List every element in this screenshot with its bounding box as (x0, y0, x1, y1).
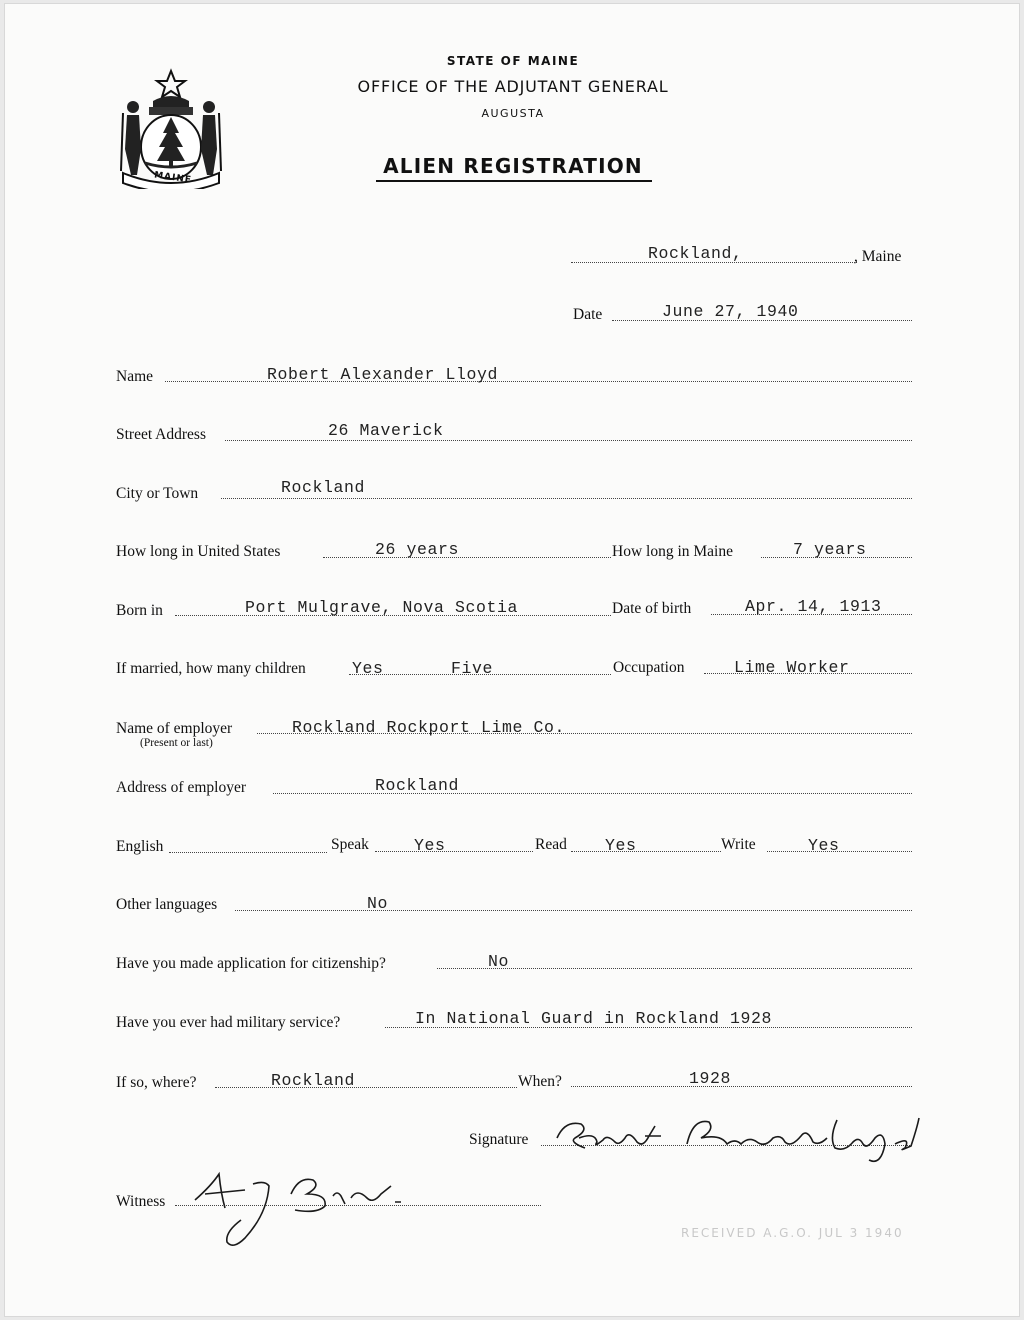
born-in-label: Born in (116, 602, 163, 619)
city-label: City or Town (116, 485, 199, 502)
how-long-us-label: How long in United States (116, 543, 281, 560)
where-line (215, 1087, 517, 1088)
write-label: Write (721, 836, 756, 853)
where-label: If so, where? (116, 1074, 197, 1091)
read-value: Yes (605, 836, 637, 855)
city-line (221, 498, 912, 499)
other-languages-value: No (367, 894, 389, 913)
when-label: When? (518, 1073, 562, 1090)
where-value: Rockland (271, 1071, 356, 1090)
employer-address-label: Address of employer (116, 779, 246, 796)
employer-address-value: Rockland (375, 776, 460, 795)
born-in-value: Port Mulgrave, Nova Scotia (245, 598, 519, 617)
signature-label: Signature (469, 1131, 529, 1148)
citizenship-value: No (488, 952, 510, 971)
street-address-value: 26 Maverick (328, 421, 444, 440)
employer-name-label: Name of employer (116, 720, 233, 737)
location-value: Rockland, (648, 244, 743, 263)
date-of-birth-value: Apr. 14, 1913 (745, 597, 882, 616)
form-title: ALIEN REGISTRATION (383, 154, 643, 178)
military-service-label: Have you ever had military service? (116, 1014, 341, 1031)
how-long-us-value: 26 years (375, 540, 460, 559)
city-value: Rockland (281, 478, 366, 497)
occupation-value: Lime Worker (734, 658, 850, 677)
signature-handwriting (545, 1108, 925, 1168)
header-city: AUGUSTA (481, 107, 545, 120)
witness-label: Witness (116, 1193, 166, 1210)
when-line (571, 1086, 912, 1087)
location-suffix: , Maine (854, 248, 902, 265)
occupation-label: Occupation (613, 659, 685, 676)
received-stamp: RECEIVED A.G.O. JUL 3 1940 (681, 1226, 904, 1240)
citizenship-label: Have you made application for citizenship? (116, 955, 386, 972)
read-label: Read (535, 836, 567, 853)
title-underline (376, 180, 652, 182)
street-address-line (225, 440, 912, 441)
speak-line (375, 851, 533, 852)
name-value: Robert Alexander Lloyd (267, 365, 499, 384)
english-line (169, 852, 327, 853)
other-languages-label: Other languages (116, 896, 218, 913)
how-long-maine-label: How long in Maine (612, 543, 733, 560)
speak-label: Speak (331, 836, 369, 853)
header-office: OFFICE OF THE ADJUTANT GENERAL (357, 77, 669, 96)
other-languages-line (235, 910, 912, 911)
header-state: STATE OF MAINE (446, 54, 580, 68)
name-label: Name (116, 368, 154, 385)
when-value: 1928 (689, 1069, 732, 1088)
seal-banner-text: MAINE (153, 170, 193, 186)
military-service-value: In National Guard in Rockland 1928 (415, 1009, 773, 1028)
english-label: English (116, 838, 164, 855)
witness-handwriting (181, 1164, 411, 1254)
employer-address-line (273, 793, 912, 794)
date-label: Date (573, 306, 603, 323)
employer-name-sublabel: (Present or last) (140, 737, 213, 749)
write-value: Yes (808, 836, 840, 855)
street-address-label: Street Address (116, 426, 206, 443)
how-long-maine-value: 7 years (793, 540, 867, 559)
speak-value: Yes (414, 836, 446, 855)
registration-form-page (4, 3, 1020, 1317)
married-children-label: If married, how many children (116, 660, 306, 677)
employer-name-value: Rockland Rockport Lime Co. (292, 718, 566, 737)
read-line (571, 851, 721, 852)
date-value: June 27, 1940 (662, 302, 799, 321)
married-value: Yes (352, 659, 384, 678)
children-value: Five (451, 659, 494, 678)
how-long-us-line (323, 557, 611, 558)
date-of-birth-label: Date of birth (612, 600, 692, 617)
